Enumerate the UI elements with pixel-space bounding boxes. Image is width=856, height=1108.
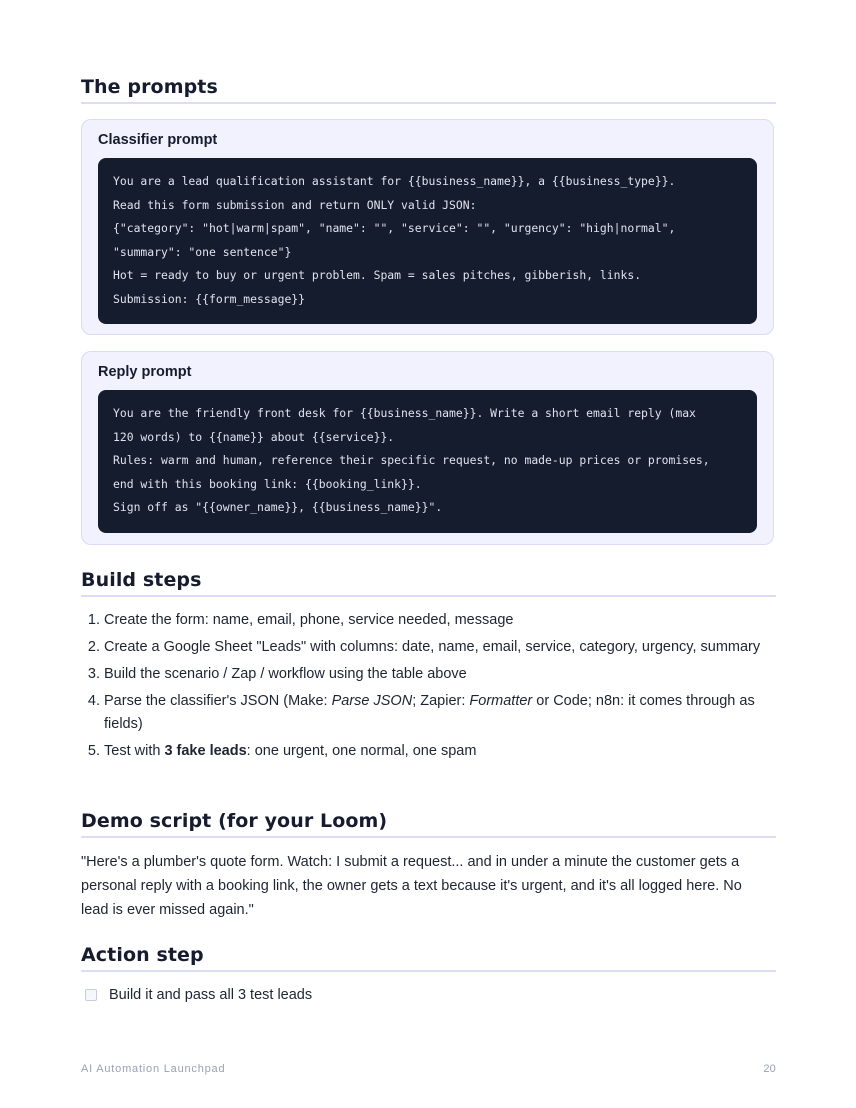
code-line: Hot = ready to buy or urgent problem. Spam = sales pitches, gibberish, links. — [113, 268, 642, 282]
code-line: 120 words) to {{name}} about {{service}}. — [113, 429, 395, 444]
build-steps-list — [81, 609, 784, 767]
section-heading-prompts: The prompts — [81, 76, 776, 104]
reply-prompt-title: Reply prompt — [98, 364, 192, 380]
step-text: Parse the classifier's JSON (Make: — [104, 693, 332, 709]
step-text: ; Zapier: — [412, 693, 470, 709]
code-line: You are the friendly front desk for {{business_name}}. Write a short email reply (max — [113, 406, 696, 420]
step-text: Test with — [104, 743, 165, 759]
step-emphasis: Parse JSON — [331, 693, 413, 709]
step-text: Build the scenario / Zap / workflow using the table above — [104, 666, 467, 682]
section-heading-demo-script: Demo script (for your Loom) — [81, 810, 776, 838]
demo-script-text: "Here's a plumber's quote form. Watch: I submit a request... and in under a minute the customer gets a personal reply with a booking link, the owner gets a text because it's urgent, and it's all logged here. No lead is ever missed again." — [81, 854, 742, 918]
step-text: or Code; n8n: it comes through as fields) — [104, 693, 755, 732]
code-line: Rules: warm and human, reference their specific request, no made-up prices or promises, — [113, 453, 710, 467]
code-line: You are a lead qualification assistant for {{business_name}}, a {{business_type}}. — [113, 174, 676, 188]
code-line: Sign off as "{{owner_name}}, {{business_name}}". — [113, 500, 443, 514]
list-item — [104, 690, 784, 736]
reply-code-block — [98, 390, 757, 533]
section-heading-build-steps: Build steps — [81, 569, 776, 597]
footer-title: AI Automation Launchpad — [81, 1063, 226, 1075]
task-label: Build it and pass all 3 test leads — [109, 987, 313, 1003]
list-item — [104, 663, 784, 686]
code-line: Read this form submission and return ONLY valid JSON: — [113, 197, 477, 212]
code-line: end with this booking link: {{booking_link}}. — [113, 476, 422, 491]
step-strong: 3 fake leads — [164, 743, 247, 759]
reply-prompt-card — [81, 351, 774, 545]
section-heading-action-step: Action step — [81, 944, 776, 972]
action-task-item — [85, 987, 312, 1003]
page-number: 20 — [763, 1063, 776, 1075]
list-item — [104, 740, 784, 763]
step-text: : one urgent, one normal, one spam — [246, 743, 477, 759]
step-emphasis: Formatter — [469, 693, 533, 709]
code-line: Submission: {{form_message}} — [113, 291, 306, 306]
code-line: "summary": "one sentence"} — [113, 244, 292, 259]
classifier-prompt-card — [81, 119, 774, 335]
classifier-code-block — [98, 158, 757, 324]
step-text: Create a Google Sheet "Leads" with columns: date, name, email, service, category, urgency, summary — [104, 639, 761, 655]
list-item — [104, 636, 784, 659]
classifier-prompt-title: Classifier prompt — [98, 132, 218, 148]
list-item — [104, 609, 784, 632]
code-line: {"category": "hot|warm|spam", "name": "", "service": "", "urgency": "high|normal", — [113, 221, 676, 235]
task-checkbox[interactable] — [85, 989, 97, 1001]
step-text: Create the form: name, email, phone, service needed, message — [104, 612, 514, 628]
